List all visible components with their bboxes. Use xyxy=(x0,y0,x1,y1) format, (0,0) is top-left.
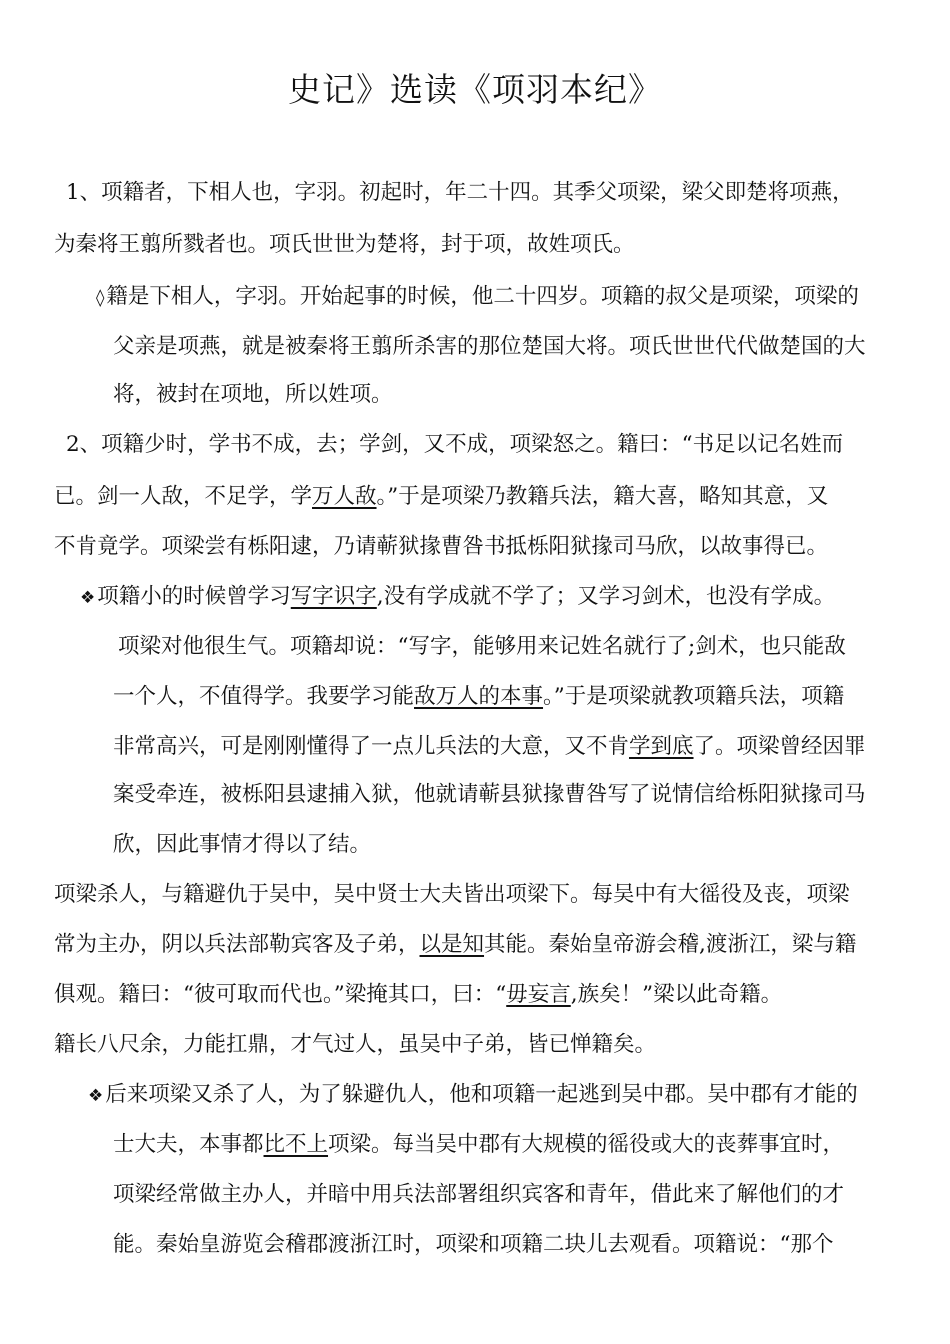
text-line: 俱观。籍曰：“彼可取而代也。”梁掩其口，曰：“毋妄言,族矣！”梁以此奇籍。 xyxy=(54,982,783,1007)
text-line: 已。剑一人敌，不足学，学万人敌。”于是项梁乃教籍兵法，籍大喜，略知其意，又 xyxy=(54,484,829,509)
text-line: 项梁经常做主办人，并暗中用兵法部署组织宾客和青年，借此来了解他们的才 xyxy=(113,1182,845,1207)
text-line: 常为主办，阴以兵法部勒宾客及子弟，以是知其能。秦始皇帝游会稽,渡浙江，梁与籍 xyxy=(54,932,857,957)
text-line: 2、项籍少时，学书不成，去；学剑，又不成，项梁怒之。籍曰：“书足以记名姓而 xyxy=(66,432,844,457)
text-line: 项梁对他很生气。项籍却说：“写字，能够用来记姓名就行了;剑术，也只能敌 xyxy=(118,634,846,659)
text-line: 士大夫，本事都比不上项梁。每当吴中郡有大规模的徭役或大的丧葬事宜时， xyxy=(113,1132,845,1157)
underlined-phrase: 以是知 xyxy=(419,932,485,957)
text-line: ❖后来项梁又杀了人，为了躲避仇人，他和项籍一起逃到吴中郡。吴中郡有才能的 xyxy=(88,1080,858,1111)
underlined-phrase: 毋妄言 xyxy=(506,982,571,1007)
underlined-phrase: 万人敌 xyxy=(312,484,377,509)
text-line: 能。秦始皇游览会稽郡渡浙江时，项梁和项籍二块儿去观看。项籍说：“那个 xyxy=(113,1232,834,1257)
fancy-bullet-icon: ❖ xyxy=(88,1086,104,1106)
underlined-phrase: 敌万人的本事 xyxy=(414,684,544,709)
text-line: 项梁杀人，与籍避仇于吴中，吴中贤士大夫皆出项梁下。每吴中有大徭役及丧，项梁 xyxy=(54,882,850,907)
fancy-bullet-icon: ❖ xyxy=(80,588,96,608)
text-line: 一个人，不值得学。我要学习能敌万人的本事。”于是项梁就教项籍兵法，项籍 xyxy=(113,684,845,709)
text-line: 籍长八尺余，力能扛鼎，才气过人，虽吴中子弟，皆已惮籍矣。 xyxy=(54,1032,657,1057)
text-line: 案受牵连，被栎阳县逮捕入狱，他就请蕲县狱掾曹咎写了说情信给栎阳狱掾司马 xyxy=(113,782,866,807)
text-line: ◊籍是下相人，字羽。开始起事的时候，他二十四岁。项籍的叔父是项梁，项梁的 xyxy=(96,282,859,313)
text-line: 不肯竟学。项梁尝有栎阳逮，乃请蕲狱掾曹咎书抵栎阳狱掾司马欣，以故事得已。 xyxy=(54,534,829,559)
text-line: 非常高兴，可是刚刚懂得了一点儿兵法的大意，又不肯学到底了。项梁曾经因罪 xyxy=(113,734,866,759)
underlined-phrase: 比不上 xyxy=(263,1132,329,1157)
underlined-phrase: 学到底 xyxy=(629,734,694,759)
underlined-phrase: 写字识字 xyxy=(290,584,377,609)
text-line: 父亲是项燕，就是被秦将王翦所杀害的那位楚国大将。项氏世世代代做楚国的大 xyxy=(113,334,866,359)
text-line: 欣，因此事情才得以了结。 xyxy=(113,832,372,857)
text-line: 1、项籍者，下相人也，字羽。初起时，年二十四。其季父项梁，梁父即楚将项燕， xyxy=(66,180,854,205)
text-line: 为秦将王翦所戮者也。项氏世世为楚将，封于项，故姓项氏。 xyxy=(54,232,635,257)
page-title: 史记》选读《项羽本纪》 xyxy=(288,70,662,109)
text-line: ❖项籍小的时候曾学习写字识字,没有学成就不学了；又学习剑术，也没有学成。 xyxy=(80,582,835,613)
text-line: 将，被封在项地，所以姓项。 xyxy=(113,382,393,407)
diamond-bullet-icon: ◊ xyxy=(96,288,105,308)
